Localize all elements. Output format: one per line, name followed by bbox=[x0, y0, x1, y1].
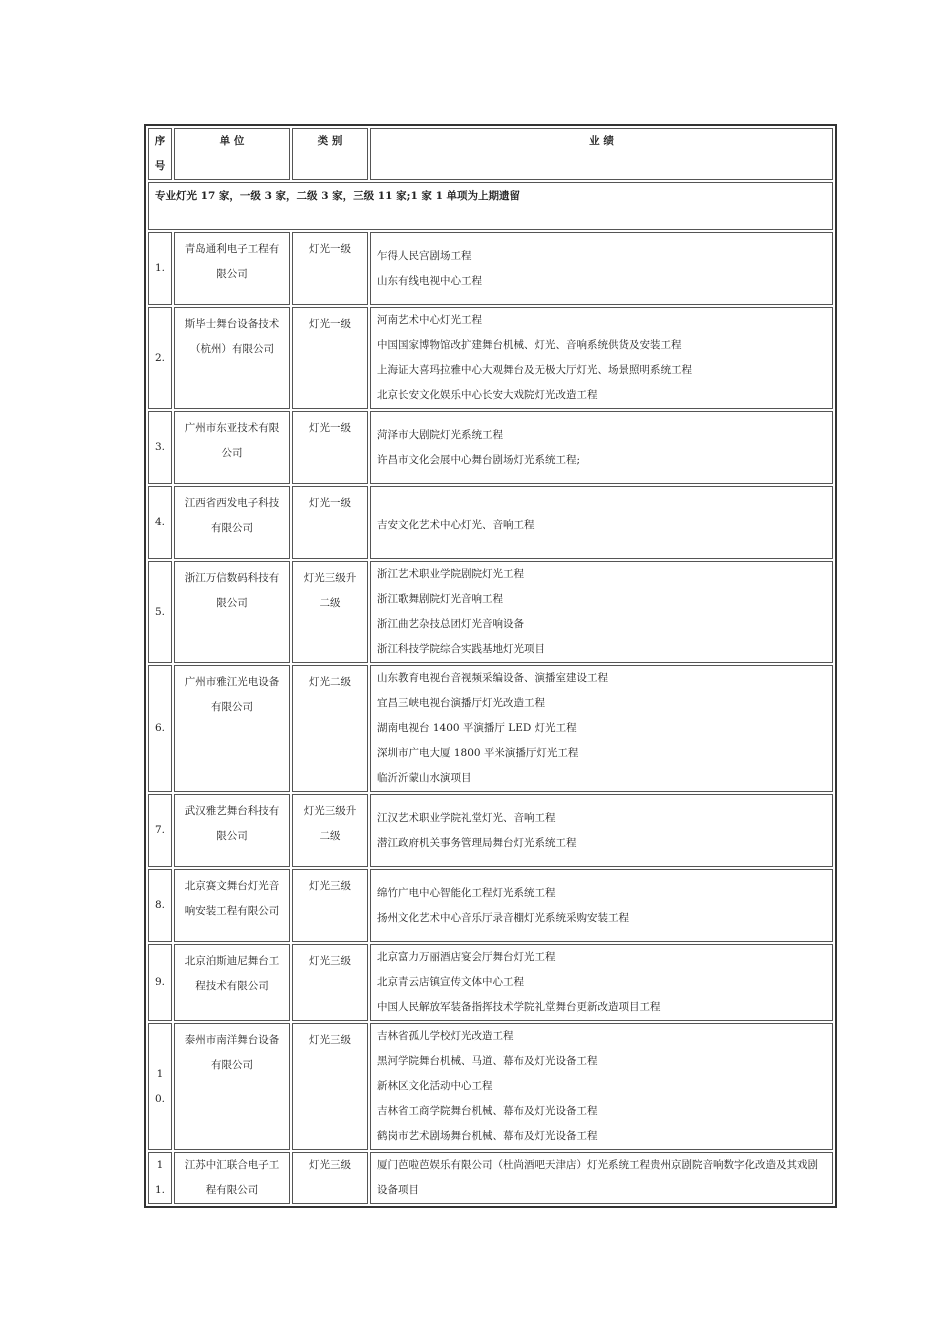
work-item: 菏泽市大剧院灯光系统工程 bbox=[377, 428, 503, 441]
work-item: 厦门芭啦芭娱乐有限公司（杜尚酒吧天津店）灯光系统工程贵州京剧院音响数字化改造及其戏剧设备项目 bbox=[377, 1159, 818, 1196]
row-seq: 5. bbox=[148, 561, 172, 663]
table-header-row bbox=[148, 128, 833, 180]
row-seq: 3. bbox=[148, 411, 172, 484]
table-row bbox=[148, 794, 833, 867]
work-item: 临沂沂蒙山水演项目 bbox=[377, 772, 472, 784]
table-row bbox=[148, 486, 833, 559]
row-works bbox=[370, 1023, 833, 1150]
table-row bbox=[148, 665, 833, 792]
work-item: 北京富力万丽酒店宴会厅舞台灯光工程 bbox=[377, 951, 556, 963]
summary-text: 专业灯光 17 家，一级 3 家，二级 3 家，三级 11 家;1 家 1 单项为上期遗留 bbox=[148, 182, 833, 230]
row-works bbox=[370, 411, 833, 484]
row-works bbox=[370, 307, 833, 409]
table-row bbox=[148, 1152, 833, 1204]
row-category: 灯光一级 bbox=[292, 307, 368, 409]
achievement-table bbox=[144, 124, 837, 1208]
work-item: 山东有线电视中心工程 bbox=[377, 274, 482, 287]
table-row bbox=[148, 232, 833, 305]
row-category: 灯光三级 bbox=[292, 869, 368, 942]
work-item: 浙江曲艺杂技总团灯光音响设备 bbox=[377, 618, 524, 630]
work-item: 绵竹广电中心智能化工程灯光系统工程 bbox=[377, 886, 556, 899]
row-category: 灯光二级 bbox=[292, 665, 368, 792]
row-works bbox=[370, 794, 833, 867]
row-works bbox=[370, 232, 833, 305]
header-unit: 单 位 bbox=[174, 128, 290, 180]
achievement-table-container bbox=[144, 124, 837, 1208]
work-item: 宜昌三峡电视台演播厅灯光改造工程 bbox=[377, 697, 545, 709]
row-unit: 北京泊斯迪尼舞台工程技术有限公司 bbox=[174, 944, 290, 1021]
work-item: 扬州文化艺术中心音乐厅录音棚灯光系统采购安装工程 bbox=[377, 911, 629, 924]
row-seq: 4. bbox=[148, 486, 172, 559]
row-category: 灯光一级 bbox=[292, 232, 368, 305]
row-seq: 6. bbox=[148, 665, 172, 792]
work-item: 北京青云店镇宣传文体中心工程 bbox=[377, 976, 524, 988]
row-category: 灯光一级 bbox=[292, 486, 368, 559]
table-row bbox=[148, 561, 833, 663]
table-row bbox=[148, 944, 833, 1021]
work-item: 上海证大喜玛拉雅中心大观舞台及无极大厅灯光、场景照明系统工程 bbox=[377, 364, 692, 376]
row-works bbox=[370, 665, 833, 792]
row-works bbox=[370, 486, 833, 559]
row-works bbox=[370, 561, 833, 663]
work-item: 吉安文化艺术中心灯光、音响工程 bbox=[377, 519, 535, 531]
row-works bbox=[370, 1152, 833, 1204]
row-category: 灯光三级 bbox=[292, 944, 368, 1021]
header-category: 类 别 bbox=[292, 128, 368, 180]
row-category: 灯光一级 bbox=[292, 411, 368, 484]
work-item: 乍得人民宫剧场工程 bbox=[377, 249, 472, 262]
table-row bbox=[148, 307, 833, 409]
row-unit: 泰州市南洋舞台设备有限公司 bbox=[174, 1023, 290, 1150]
row-seq: 10. bbox=[148, 1023, 172, 1150]
work-item: 许昌市文化会展中心舞台剧场灯光系统工程; bbox=[377, 453, 581, 466]
row-category: 灯光三级 bbox=[292, 1152, 368, 1204]
header-works: 业 绩 bbox=[370, 128, 833, 180]
work-item: 深圳市广电大厦 1800 平米演播厅灯光工程 bbox=[377, 747, 579, 759]
row-seq: 11. bbox=[148, 1152, 172, 1204]
summary-row bbox=[148, 182, 833, 230]
row-seq: 9. bbox=[148, 944, 172, 1021]
row-category: 灯光三级升二级 bbox=[292, 561, 368, 663]
row-unit: 武汉雅艺舞台科技有限公司 bbox=[174, 794, 290, 867]
work-item: 新林区文化活动中心工程 bbox=[377, 1080, 493, 1092]
work-item: 浙江科技学院综合实践基地灯光项目 bbox=[377, 643, 545, 655]
table-row bbox=[148, 869, 833, 942]
work-item: 河南艺术中心灯光工程 bbox=[377, 314, 482, 326]
row-category: 灯光三级 bbox=[292, 1023, 368, 1150]
work-item: 吉林省工商学院舞台机械、幕布及灯光设备工程 bbox=[377, 1105, 598, 1117]
table-row bbox=[148, 1023, 833, 1150]
row-unit: 江苏中汇联合电子工程有限公司 bbox=[174, 1152, 290, 1204]
work-item: 黑河学院舞台机械、马道、幕布及灯光设备工程 bbox=[377, 1055, 598, 1067]
header-seq: 序号 bbox=[148, 128, 172, 180]
row-unit: 斯毕士舞台设备技术（杭州）有限公司 bbox=[174, 307, 290, 409]
work-item: 中国国家博物馆改扩建舞台机械、灯光、音响系统供货及安装工程 bbox=[377, 339, 682, 351]
work-item: 中国人民解放军装备指挥技术学院礼堂舞台更新改造项目工程 bbox=[377, 1001, 661, 1013]
work-item: 湖南电视台 1400 平演播厅 LED 灯光工程 bbox=[377, 722, 577, 734]
work-item: 鹤岗市艺术剧场舞台机械、幕布及灯光设备工程 bbox=[377, 1130, 598, 1142]
table-row bbox=[148, 411, 833, 484]
row-unit: 江西省西发电子科技有限公司 bbox=[174, 486, 290, 559]
work-item: 北京长安文化娱乐中心长安大戏院灯光改造工程 bbox=[377, 389, 598, 401]
row-unit: 广州市雅江光电设备有限公司 bbox=[174, 665, 290, 792]
work-item: 江汉艺术职业学院礼堂灯光、音响工程 bbox=[377, 811, 556, 824]
work-item: 浙江歌舞剧院灯光音响工程 bbox=[377, 593, 503, 605]
work-item: 吉林省孤儿学校灯光改造工程 bbox=[377, 1030, 514, 1042]
row-seq: 2. bbox=[148, 307, 172, 409]
row-seq: 8. bbox=[148, 869, 172, 942]
row-unit: 北京赛文舞台灯光音响安装工程有限公司 bbox=[174, 869, 290, 942]
row-works bbox=[370, 944, 833, 1021]
work-item: 潜江政府机关事务管理局舞台灯光系统工程 bbox=[377, 836, 577, 849]
row-unit: 广州市东亚技术有限公司 bbox=[174, 411, 290, 484]
work-item: 浙江艺术职业学院剧院灯光工程 bbox=[377, 568, 524, 580]
row-unit: 青岛通利电子工程有限公司 bbox=[174, 232, 290, 305]
work-item: 山东教育电视台音视频采编设备、演播室建设工程 bbox=[377, 672, 608, 684]
row-seq: 7. bbox=[148, 794, 172, 867]
row-unit: 浙江万信数码科技有限公司 bbox=[174, 561, 290, 663]
row-category: 灯光三级升二级 bbox=[292, 794, 368, 867]
row-seq: 1. bbox=[148, 232, 172, 305]
row-works bbox=[370, 869, 833, 942]
